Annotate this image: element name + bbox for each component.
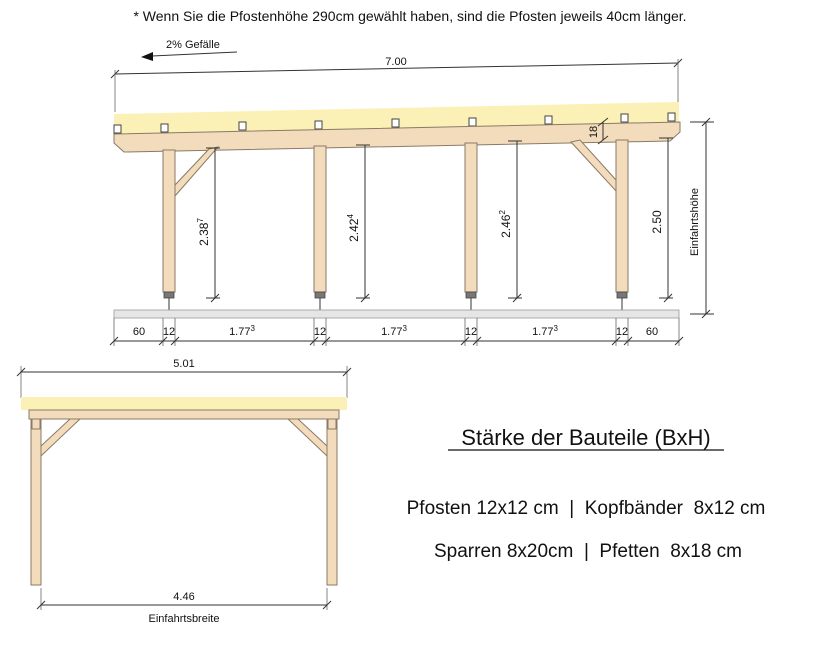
clear-width-caption: Einfahrtsbreite bbox=[148, 613, 220, 625]
height-label-3: 2.46$^2$ bbox=[498, 210, 513, 238]
slope-arrow-icon bbox=[141, 52, 237, 61]
height-label-4: 2.50 bbox=[650, 210, 664, 234]
dim-label-3: 1.77$^3$ bbox=[229, 324, 255, 338]
height-label-2: 2.42$^4$ bbox=[346, 214, 361, 242]
post-4 bbox=[616, 140, 628, 292]
dim-label-7: 1.77$^3$ bbox=[532, 324, 558, 338]
entrance-height-label: Einfahrtshöhe bbox=[689, 188, 701, 256]
note-text: * Wenn Sie die Pfostenhöhe 290cm gewählt haben, sind die Pfosten jeweils 40cm länger. bbox=[133, 8, 687, 24]
post-3 bbox=[465, 143, 477, 292]
front-beam bbox=[29, 410, 339, 419]
front-roof-panel bbox=[21, 397, 347, 410]
post-2 bbox=[314, 146, 326, 292]
rafter-label: 18 bbox=[588, 125, 600, 139]
length-label: 7.00 bbox=[385, 56, 407, 68]
width-dimension bbox=[17, 366, 351, 398]
ground-slab bbox=[114, 310, 679, 318]
front-cap-left bbox=[32, 419, 40, 429]
front-post-left bbox=[31, 419, 41, 585]
post-1 bbox=[163, 150, 175, 292]
specs-heading: Stärke der Bauteile (BxH) bbox=[461, 425, 711, 450]
front-cap-right bbox=[328, 419, 336, 429]
side-view bbox=[110, 39, 714, 346]
brace-right bbox=[571, 140, 616, 191]
dim-label-9: 60 bbox=[645, 326, 659, 338]
front-post-right bbox=[327, 419, 337, 585]
specs-block bbox=[407, 425, 766, 562]
post-anchors bbox=[164, 292, 627, 310]
brace-left bbox=[175, 147, 218, 196]
dim-label-2: 12 bbox=[162, 326, 176, 338]
dim-label-8: 12 bbox=[615, 326, 629, 338]
specs-line-1: Pfosten 12x12 cm | Kopfbänder 8x12 cm bbox=[406, 498, 766, 519]
dim-label-6: 12 bbox=[464, 326, 478, 338]
slope-label: 2% Gefälle bbox=[166, 39, 220, 51]
width-label: 5.01 bbox=[173, 358, 195, 370]
height-label-1: 2.38$^7$ bbox=[196, 218, 211, 246]
dim-label-5: 1.77$^3$ bbox=[381, 324, 407, 338]
dim-label-1: 60 bbox=[132, 326, 146, 338]
height-dimensions bbox=[206, 138, 673, 302]
specs-line-2: Sparren 8x20cm | Pfetten 8x18 cm bbox=[433, 541, 743, 562]
clear-width-label: 4.46 bbox=[173, 591, 195, 603]
dim-label-4: 12 bbox=[313, 326, 327, 338]
front-brace-right bbox=[288, 419, 327, 456]
front-brace-left bbox=[41, 419, 80, 456]
front-view bbox=[17, 358, 351, 625]
